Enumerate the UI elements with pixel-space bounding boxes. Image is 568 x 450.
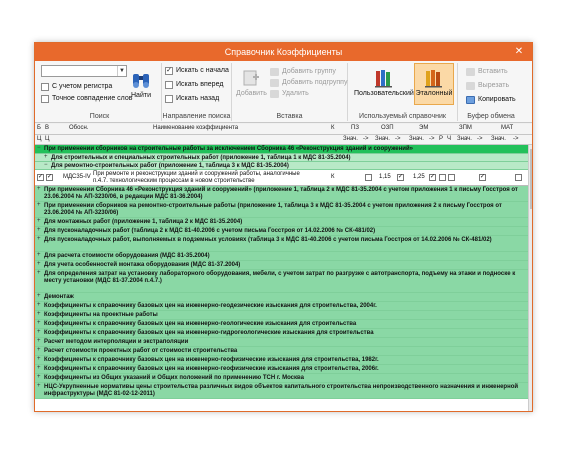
expand-icon[interactable]: + bbox=[37, 218, 41, 224]
reference-group-label: Используемый справочник bbox=[359, 113, 446, 120]
binoculars-icon bbox=[130, 69, 152, 91]
mat-checkbox[interactable] bbox=[515, 174, 522, 181]
table-row[interactable]: + Расчет методом интерполяции и экстраполяции bbox=[35, 338, 528, 347]
add-subgroup-icon bbox=[270, 79, 279, 87]
expand-icon[interactable]: + bbox=[37, 293, 41, 299]
books-icon bbox=[373, 67, 395, 89]
expand-icon[interactable]: + bbox=[44, 154, 48, 160]
table-row[interactable]: + Для определения затрат на установку лабораторного оборудования, мебели, с учетом затрат по разгрузке с автотранспорта, подъему на этажи и подноске к месту установки (МДС 81-37.2004 п.4.7.) bbox=[35, 270, 528, 293]
paste-icon bbox=[466, 68, 475, 76]
insert-group bbox=[232, 63, 348, 121]
r-checkbox[interactable] bbox=[439, 174, 446, 181]
search-from-start-checkbox[interactable]: ✓ bbox=[166, 66, 172, 74]
standard-reference-button[interactable]: Эталонный bbox=[414, 63, 454, 105]
table-row[interactable]: + Коэффициенты к справочнику базовых цен на инженерно-геологические изыскания для строительства bbox=[35, 320, 528, 329]
cut-button[interactable]: Вырезать bbox=[466, 80, 516, 91]
books-icon bbox=[423, 67, 445, 89]
coefficient-name: При ремонте и реконструкции зданий и сооружений работы, аналогичные п.4.7. технологическим процессам в новом строительстве bbox=[93, 171, 300, 184]
search-from-start-option[interactable]: ✓ Искать с начала bbox=[166, 66, 229, 74]
expand-icon[interactable]: + bbox=[37, 383, 41, 389]
vertical-scrollbar[interactable] bbox=[528, 145, 533, 412]
reference-group bbox=[348, 63, 458, 121]
add-icon bbox=[240, 67, 262, 89]
search-forward-option[interactable]: Искать вперед bbox=[165, 79, 228, 90]
header-name[interactable]: Наименование коэффициента bbox=[153, 125, 239, 131]
grid-header-bottom: Ц Ц Знач. -> Знач. -> Знач. -> Р Ч Знач. -> Знач. -> bbox=[35, 135, 533, 145]
expand-icon[interactable]: + bbox=[37, 261, 41, 267]
header-code[interactable]: Обосн. bbox=[69, 125, 89, 131]
pz-checkbox[interactable] bbox=[365, 174, 372, 181]
exact-match-checkbox[interactable] bbox=[41, 95, 49, 103]
expand-icon[interactable]: + bbox=[37, 347, 41, 353]
table-row[interactable]: + Коэффициенты к справочнику базовых цен на инженерно-геофизические изыскания для строительства, 2006г. bbox=[35, 365, 528, 374]
table-row[interactable]: + Коэффициенты к справочнику базовых цен на инженерно-геофизические изыскания для строительства, 1982г. bbox=[35, 356, 528, 365]
expand-icon[interactable]: + bbox=[37, 338, 41, 344]
em-value[interactable]: 1,25 bbox=[413, 174, 425, 180]
paste-button[interactable]: Вставить bbox=[466, 66, 516, 77]
table-row[interactable]: + Коэффициенты на проектные работы bbox=[35, 311, 528, 320]
table-row[interactable]: − Для ремонтно-строительных работ (приложение 1, таблица 3 к МДС 81-35.2004) bbox=[35, 162, 528, 170]
insert-group-label: Вставка bbox=[276, 113, 303, 120]
table-row[interactable]: + При применении сборников на ремонтно-строительные работы (приложение 1, таблица 3 к МДС 81-35.2004 с учетом приложения 2 к письму Госстроя от 23.06.2004 № АП-3230/06) bbox=[35, 202, 528, 218]
expand-icon[interactable]: + bbox=[37, 252, 41, 258]
title-bar bbox=[35, 43, 532, 61]
table-row[interactable]: + Коэффициенты к справочнику базовых цен на инженерно-гидрогеологические изыскания для строительства bbox=[35, 329, 528, 338]
coefficient-k: К bbox=[331, 174, 335, 180]
expand-icon[interactable]: + bbox=[37, 356, 41, 362]
collapse-icon[interactable]: − bbox=[37, 145, 41, 151]
expand-icon[interactable]: + bbox=[37, 365, 41, 371]
scissors-icon bbox=[466, 82, 475, 90]
table-row[interactable]: + Коэффициенты к справочнику базовых цен на инженерно-геодезические изыскания для строительства, 2004г. bbox=[35, 302, 528, 311]
search-group-label: Поиск bbox=[89, 113, 110, 120]
ozp-value[interactable]: 1,15 bbox=[379, 174, 391, 180]
expand-icon[interactable]: + bbox=[37, 329, 41, 335]
direction-group-label: Направление поиска bbox=[162, 113, 231, 120]
table-row[interactable]: + Для пусконаладочных работ (таблица 2 к МДС 81-40.2006 с учетом письма Госстроя от 14.02.2006 № СК-481/02) bbox=[35, 227, 528, 236]
add-group-icon bbox=[270, 68, 279, 76]
search-backward-checkbox[interactable] bbox=[165, 95, 173, 103]
search-forward-checkbox[interactable] bbox=[165, 81, 173, 89]
coefficients-window bbox=[34, 42, 533, 412]
clipboard-group bbox=[458, 63, 524, 121]
ribbon bbox=[35, 61, 532, 123]
expand-icon[interactable]: + bbox=[37, 374, 41, 380]
coefficient-code: МДС35-IV bbox=[63, 174, 91, 180]
expand-icon[interactable]: + bbox=[37, 227, 41, 233]
clipboard-group-label: Буфер обмена bbox=[467, 113, 515, 120]
scrollbar-thumb[interactable] bbox=[530, 149, 533, 209]
table-row[interactable]: + Для монтажных работ (приложение 1, таблица 2 к МДС 81-35.2004) bbox=[35, 218, 528, 227]
v-checkbox[interactable]: ✓ bbox=[47, 174, 53, 180]
window-title: Справочник Коэффициенты bbox=[224, 47, 343, 57]
table-row[interactable]: + Для учета особенностей монтажа оборудования (МДС 81-37.2004) bbox=[35, 261, 528, 270]
table-row[interactable]: − При применении сборников на строительные работы за исключением Сборника 46 «Реконструкция зданий и сооружений» bbox=[35, 145, 528, 154]
expand-icon[interactable]: + bbox=[37, 236, 41, 242]
case-sensitive-option[interactable]: С учетом регистра bbox=[41, 81, 158, 92]
zpm-checkbox[interactable]: ✓ bbox=[480, 174, 486, 180]
table-row[interactable]: + Демонтаж bbox=[35, 293, 528, 302]
find-button[interactable]: Найти bbox=[130, 69, 152, 99]
em-checkbox[interactable]: ✓ bbox=[430, 174, 436, 180]
expand-icon[interactable]: + bbox=[37, 186, 41, 192]
delete-icon bbox=[270, 90, 279, 98]
add-group-button[interactable]: Добавить группу bbox=[270, 66, 347, 77]
chevron-down-icon[interactable]: ▼ bbox=[117, 66, 126, 76]
close-button[interactable]: ✕ bbox=[514, 46, 524, 57]
table-row[interactable]: + Коэффициенты из Общих указаний и Общих положений по применению ТСН г. Москва bbox=[35, 374, 528, 383]
exact-match-option[interactable]: Точное совпадение слов bbox=[41, 93, 158, 104]
b-checkbox[interactable]: ✓ bbox=[38, 174, 44, 180]
expand-icon[interactable]: + bbox=[37, 202, 41, 208]
direction-group bbox=[162, 63, 232, 121]
table-row[interactable]: + При применении Сборника 46 «Реконструкция зданий и сооружений» (приложение 1, таблица 2 к МДС 81-35.2004 с учетом приложения 1 к письму Госстроя от 23.06.2004 № АП-3230/06, в редакции МДС 81-36.2004) bbox=[35, 186, 528, 202]
add-button[interactable]: Добавить bbox=[236, 67, 267, 97]
ch-checkbox[interactable] bbox=[448, 174, 455, 181]
search-backward-option[interactable]: Искать назад bbox=[165, 93, 228, 104]
table-row[interactable]: + НЦС-Укрупненные нормативы цены строительства различных видов объектов капитального строительства непроизводственного назначения и инженерной инфраструктуры (МДС 81-02-12-2011) bbox=[35, 383, 528, 399]
expand-icon[interactable]: + bbox=[37, 270, 41, 276]
coefficients-grid bbox=[35, 124, 533, 412]
table-row[interactable]: + Для пусконаладочных работ, выполняемых в подземных условиях (таблица 3 к МДС 81-40.2006 с учетом письма Госстроя от 14.02.2006 № СК-481/02) bbox=[35, 236, 528, 252]
table-row[interactable]: + Для строительных и специальных строительных работ (приложение 1, таблица 1 к МДС 81-35.2004) bbox=[35, 154, 528, 162]
ozp-checkbox[interactable]: ✓ bbox=[398, 174, 404, 180]
expand-icon[interactable]: + bbox=[37, 320, 41, 326]
copy-button[interactable]: Копировать bbox=[466, 94, 516, 105]
collapse-icon[interactable]: − bbox=[44, 162, 48, 168]
search-input[interactable] bbox=[41, 65, 127, 77]
add-subgroup-button[interactable]: Добавить подгруппу bbox=[270, 77, 347, 88]
copy-icon bbox=[466, 96, 475, 104]
delete-button[interactable]: Удалить bbox=[270, 88, 347, 99]
grid-header-top: Б В Обосн. Наименование коэффициента К ПЗ ОЗП ЭМ ЗПМ МАТ bbox=[35, 124, 533, 135]
case-sensitive-checkbox[interactable] bbox=[41, 83, 49, 91]
table-row[interactable]: + Расчет стоимости проектных работ от стоимости строительства bbox=[35, 347, 528, 356]
table-row[interactable]: + Для расчета стоимости оборудования (МДС 81-35.2004) bbox=[35, 252, 528, 261]
coefficient-detail-row[interactable] bbox=[35, 170, 528, 186]
expand-icon[interactable]: + bbox=[37, 302, 41, 308]
user-reference-button[interactable]: Пользовательский bbox=[354, 67, 414, 97]
expand-icon[interactable]: + bbox=[37, 311, 41, 317]
search-group bbox=[38, 63, 162, 121]
